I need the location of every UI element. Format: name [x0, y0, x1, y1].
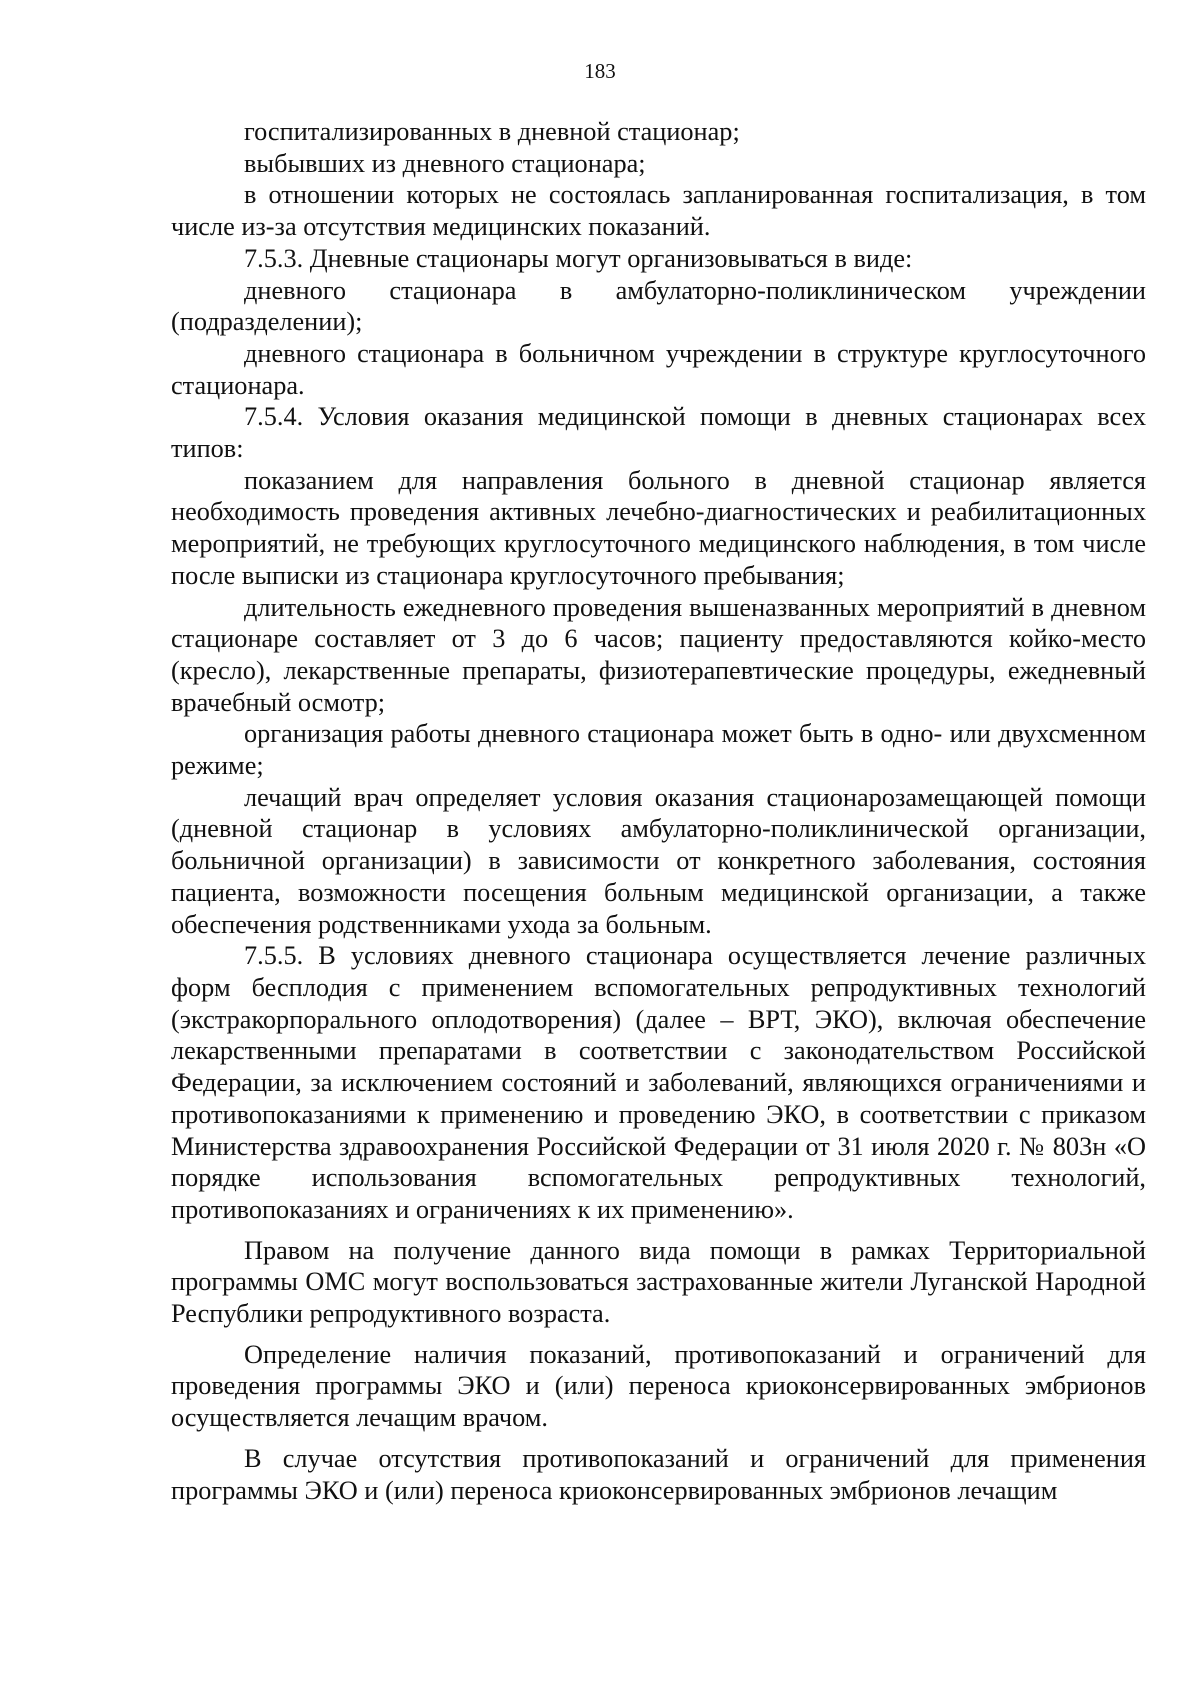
paragraph: показанием для направления больного в дневной стационар является необходимость проведения активных лечебно-диагностических и реабилитационных мероприятий, не требующих круглосуточного медицинского наблюдения, в том числе после выписки из стационара круглосуточного пребывания; [171, 465, 1146, 590]
page-number: 183 [584, 59, 616, 83]
paragraph: 7.5.4. Условия оказания медицинской помощи в дневных стационарах всех типов: [171, 402, 1146, 464]
paragraph: Определение наличия показаний, противопоказаний и ограничений для проведения программы ЭКО и (или) переноса криоконсервированных эмбрионов осуществляется лечащим врачом. [171, 1339, 1146, 1433]
document-body [171, 116, 1146, 1506]
paragraph: госпитализированных в дневной стационар; [244, 117, 740, 146]
paragraph: 7.5.3. Дневные стационары могут организовываться в виде: [244, 243, 913, 273]
paragraph: в отношении которых не состоялась запланированная госпитализация, в том числе из-за отсутствия медицинских показаний. [171, 180, 1146, 242]
paragraph: дневного стационара в больничном учреждении в структуре круглосуточного стационара. [171, 338, 1146, 400]
paragraph: организация работы дневного стационара может быть в одно- или двухсменном режиме; [171, 719, 1146, 781]
paragraph: выбывших из дневного стационара; [244, 148, 646, 178]
paragraph: дневного стационара в амбулаторно-поликлиническом учреждении (подразделении); [171, 275, 1146, 337]
paragraph: В случае отсутствия противопоказаний и ограничений для применения программы ЭКО и (или) переноса криоконсервированных эмбрионов лечащим [171, 1443, 1146, 1505]
paragraph: лечащий врач определяет условия оказания стационарозамещающей помощи (дневной стационар в условиях амбулаторно-поликлинической организации, больничной организации) в зависимости от конкретного заболевания, состояния пациента, возможности посещения больным медицинской организации, а также обеспечения родственниками ухода за больным. [171, 782, 1146, 939]
paragraph: Правом на получение данного вида помощи в рамках Территориальной программы ОМС могут воспользоваться застрахованные жители Луганской Народной Республики репродуктивного возраста. [171, 1235, 1146, 1329]
paragraph: длительность ежедневного проведения вышеназванных мероприятий в дневном стационаре составляет от 3 до 6 часов; пациенту предоставляются койко-место (кресло), лекарственные препараты, физиотерапевтические процедуры, ежедневный врачебный осмотр; [171, 592, 1146, 717]
paragraph: 7.5.5. В условиях дневного стационара осуществляется лечение различных форм бесплодия с применением вспомогательных репродуктивных технологий (экстракорпорального оплодотворения) (далее – ВРТ, ЭКО), включая обеспечение лекарственными препаратами в соответствии с законодательством Российской Федерации, за исключением состояний и заболеваний, являющихся ограничениями и противопоказаниями к применению и проведению ЭКО, в соответствии с приказом Министерства здравоохранения Российской Федерации от 31 июля 2020 г. № 803н «О порядке использования вспомогательных репродуктивных технологий, противопоказаниях и ограничениях к их применению». [171, 941, 1146, 1224]
